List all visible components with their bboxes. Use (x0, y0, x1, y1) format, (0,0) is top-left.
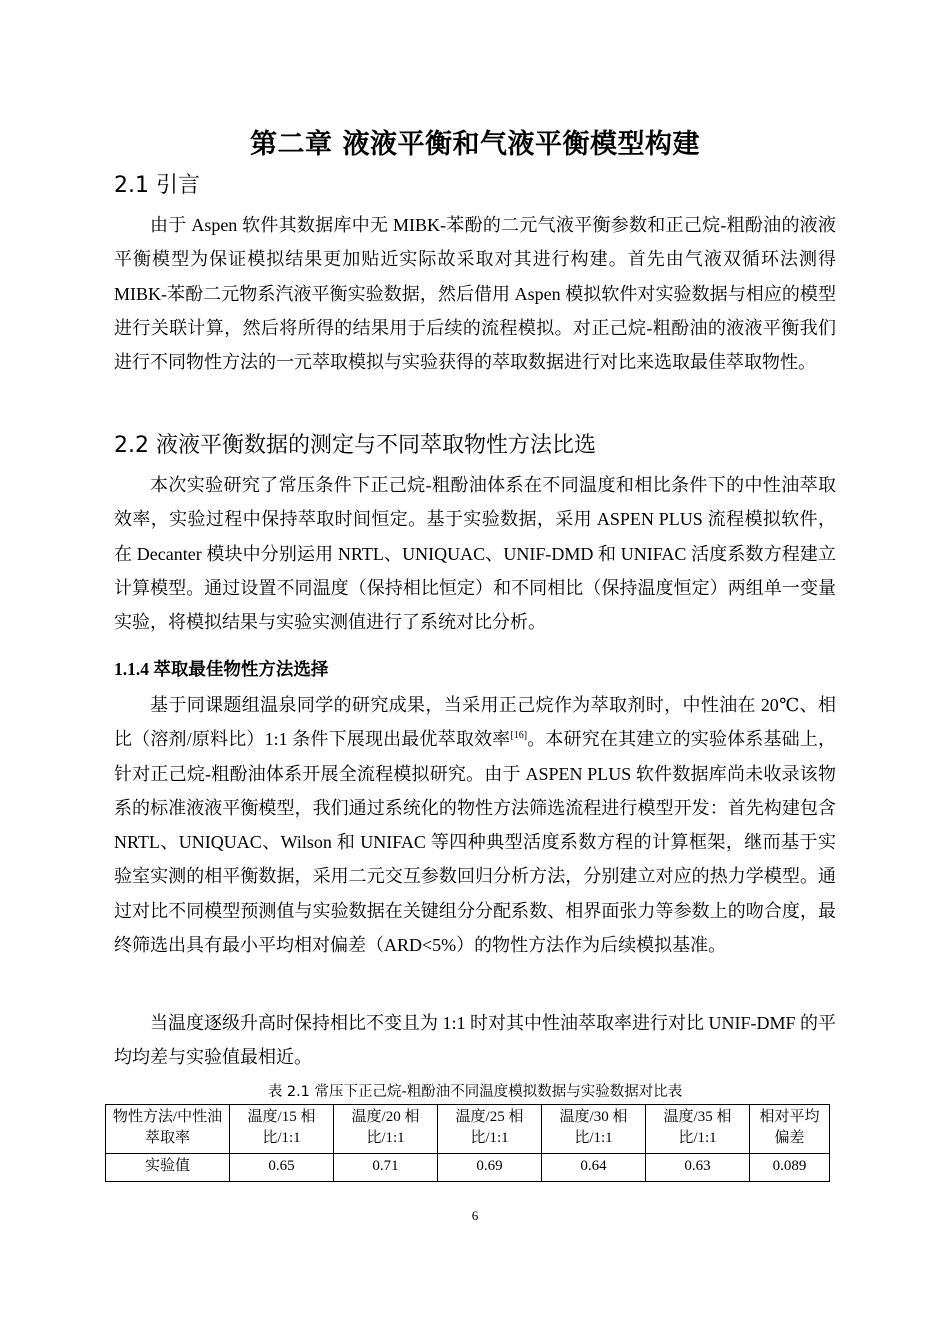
table-header-cell: 温度/15 相比/1:1 (230, 1105, 334, 1154)
paragraph-1-text-after-citation: 。本研究在其建立的实验体系基础上，针对正己烷-粗酚油体系开展全流程模拟研究。由于 ASPEN PLUS 软件数据库尚未收录该物系的标准液液平衡模型，我们通过系统化的物性方法筛选流程进行模型开发：首先构建包含 NRTL、UNIQUAC、Wilson 和 UNIFAC 等四种典型活度系数方程的计算框架，继而基于实验室实测的相平衡数据，采用二元交互参数回归分析方法，分别建立对应的热力学模型。通过对比不同模型预测值与实验数据在关键组分分配系数、相界面张力等参数上的吻合度，最终筛选出具有最小平均相对偏差（ARD<5%）的物性方法作为后续模拟基准。 (114, 729, 837, 956)
subsection-1-1-4-paragraph-1 (114, 688, 836, 962)
subsection-1-1-4-heading: 1.1.4 萃取最佳物性方法选择 (114, 659, 329, 679)
table-cell: 0.089 (750, 1154, 830, 1182)
page-number: 6 (471, 1208, 479, 1223)
table-row (106, 1154, 830, 1182)
table-cell: 0.65 (230, 1154, 334, 1182)
section-2-1-paragraph: 由于 Aspen 软件其数据库中无 MIBK-苯酚的二元气液平衡参数和正己烷-粗酚油的液液平衡模型为保证模拟结果更加贴近实际故采取对其进行构建。首先由气液双循环法测得 MIBK-苯酚二元物系汽液平衡实验数据，然后借用 Aspen 模拟软件对实验数据与相应的模型进行关联计算，然后将所得的结果用于后续的流程模拟。对正己烷-粗酚油的液液平衡我们进行不同物性方法的一元萃取模拟与实验获得的萃取数据进行对比来选取最佳萃取物性。 (114, 215, 836, 373)
citation-reference: [16] (510, 730, 528, 742)
table-cell: 0.64 (542, 1154, 646, 1182)
table-cell: 实验值 (106, 1154, 230, 1182)
table-header-cell: 温度/35 相比/1:1 (646, 1105, 750, 1154)
table-cell: 0.71 (334, 1154, 438, 1182)
table-header-row (106, 1105, 830, 1154)
comparison-table (105, 1104, 830, 1182)
section-2-2-paragraph: 本次实验研究了常压条件下正己烷-粗酚油体系在不同温度和相比条件下的中性油萃取效率，实验过程中保持萃取时间恒定。基于实验数据，采用 ASPEN PLUS 流程模拟软件，在 Decanter 模块中分别运用 NRTL、UNIQUAC、UNIF-DMD 和 UNIFAC 活度系数方程建立计算模型。通过设置不同温度（保持相比恒定）和不同相比（保持温度恒定）两组单一变量实验，将模拟结果与实验实测值进行了系统对比分析。 (114, 475, 836, 633)
subsection-1-1-4-paragraph-2: 当温度逐级升高时保持相比不变且为 1:1 时对其中性油萃取率进行对比 UNIF-DMF 的平均均差与实验值最相近。 (114, 1013, 837, 1068)
table-cell: 0.63 (646, 1154, 750, 1182)
table-caption: 表 2.1 常压下正己烷-粗酚油不同温度模拟数据与实验数据对比表 (267, 1084, 683, 1100)
paragraph-1-text-before-citation: 基于同课题组温泉同学的研究成果，当采用正己烷作为萃取剂时，中性油在 20℃、相比（溶剂/原料比）1:1 条件下展现出最优萃取效率 (114, 695, 836, 750)
table-header-cell: 温度/30 相比/1:1 (542, 1105, 646, 1154)
section-2-1-heading: 2.1 引言 (114, 173, 200, 198)
chapter-title: 第二章 液液平衡和气液平衡模型构建 (250, 129, 700, 160)
table-header-cell: 相对平均偏差 (750, 1105, 830, 1154)
table-header-cell: 温度/20 相比/1:1 (334, 1105, 438, 1154)
table-header-cell: 物性方法/中性油萃取率 (106, 1105, 230, 1154)
table-cell: 0.69 (438, 1154, 542, 1182)
section-2-2-heading: 2.2 液液平衡数据的测定与不同萃取物性方法比选 (114, 433, 596, 458)
table-header-cell: 温度/25 相比/1:1 (438, 1105, 542, 1154)
